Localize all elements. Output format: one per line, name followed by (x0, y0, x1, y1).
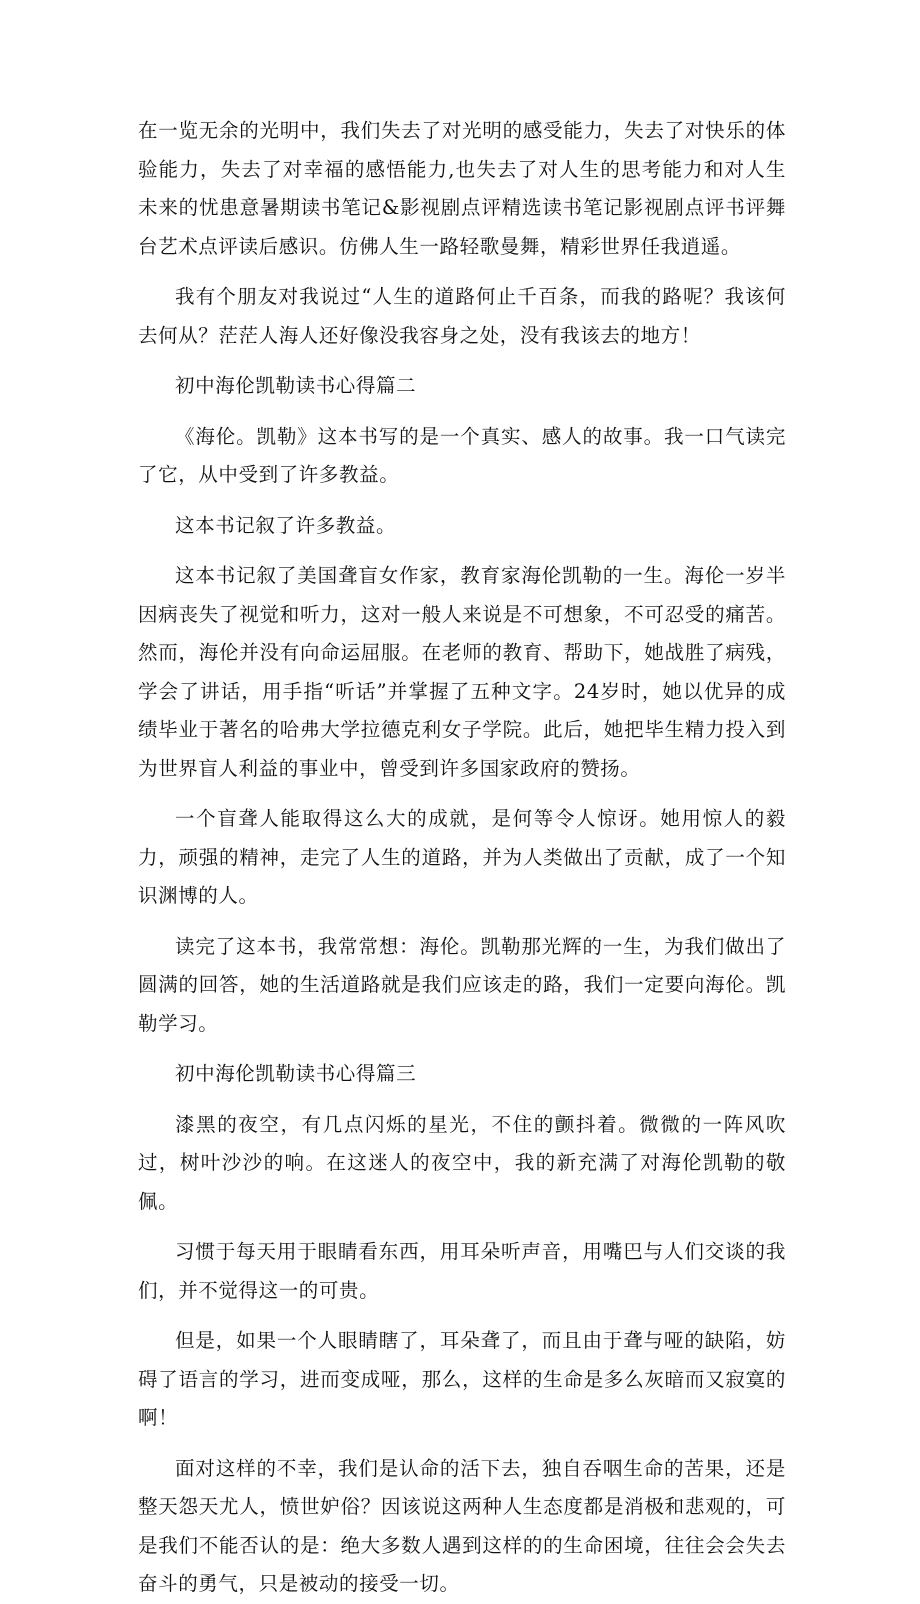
paragraph-9: 习惯于每天用于眼睛看东西，用耳朵听声音，用嘴巴与人们交谈的我们，并不觉得这一的可贵。 (138, 1240, 786, 1302)
paragraph-11: 面对这样的不幸，我们是认命的活下去，独自吞咽生命的苦果，还是整天怨天尤人，愤世妒俗？因该说这两种人生态度都是消极和悲观的，可是我们不能否认的是：绝大多数人遇到这样的的生命困境，往往会会失去奋斗的勇气，只是被动的接受一切。 (138, 1456, 786, 1595)
paragraph-1: 在一览无余的光明中，我们失去了对光明的感受能力，失去了对快乐的体验能力，失去了对幸福的感悟能力,也失去了对人生的思考能力和对人生未来的忧患意暑期读书笔记&影视剧点评精选读书笔记影视剧点评书评舞台艺术点评读后感识。仿佛人生一路轻歌曼舞，精彩世界任我逍遥。 (138, 119, 786, 258)
document-body (138, 112, 786, 1604)
paragraph-6: 一个盲聋人能取得这么大的成就，是何等令人惊讶。她用惊人的毅力，顽强的精神，走完了人生的道路，并为人类做出了贡献，成了一个知识渊博的人。 (138, 807, 786, 907)
paragraph-3: 《海伦。凯勒》这本书写的是一个真实、感人的故事。我一口气读完了它，从中受到了许多教益。 (138, 424, 786, 486)
paragraph-7: 读完了这本书，我常常想：海伦。凯勒那光辉的一生，为我们做出了圆满的回答，她的生活道路就是我们应该走的路，我们一定要向海伦。凯勒学习。 (138, 934, 786, 1035)
paragraph-8: 漆黑的夜空，有几点闪烁的星光，不住的颤抖着。微微的一阵风吹过，树叶沙沙的响。在这迷人的夜空中，我的新充满了对海伦凯勒的敬佩。 (138, 1112, 786, 1213)
paragraph-4: 这本书记叙了许多教益。 (175, 513, 397, 537)
paragraph-10: 但是，如果一个人眼睛瞎了，耳朵聋了，而且由于聋与哑的缺陷，妨碍了语言的学习，进而变成哑，那么，这样的生命是多么灰暗而又寂寞的啊！ (138, 1329, 786, 1429)
paragraph-2: 我有个朋友对我说过“人生的道路何止千百条，而我的路呢？我该何去何从？茫茫人海人还好像没我容身之处，没有我该去的地方！ (138, 285, 786, 347)
section-heading-3: 初中海伦凯勒读书心得篇三 (175, 1062, 417, 1085)
paragraph-5: 这本书记叙了美国聋盲女作家，教育家海伦凯勒的一生。海伦一岁半因病丧失了视觉和听力，这对一般人来说是不可想象，不可忍受的痛苦。然而，海伦并没有向命运屈服。在老师的教育、帮助下，她战胜了病残，学会了讲话，用手指“听话”并掌握了五种文字。24岁时，她以优异的成绩毕业于著名的哈弗大学拉德克利女子学院。此后，她把毕生精力投入到为世界盲人利益的事业中，曾受到许多国家政府的赞扬。 (138, 564, 786, 780)
section-heading-2: 初中海伦凯勒读书心得篇二 (175, 374, 417, 397)
